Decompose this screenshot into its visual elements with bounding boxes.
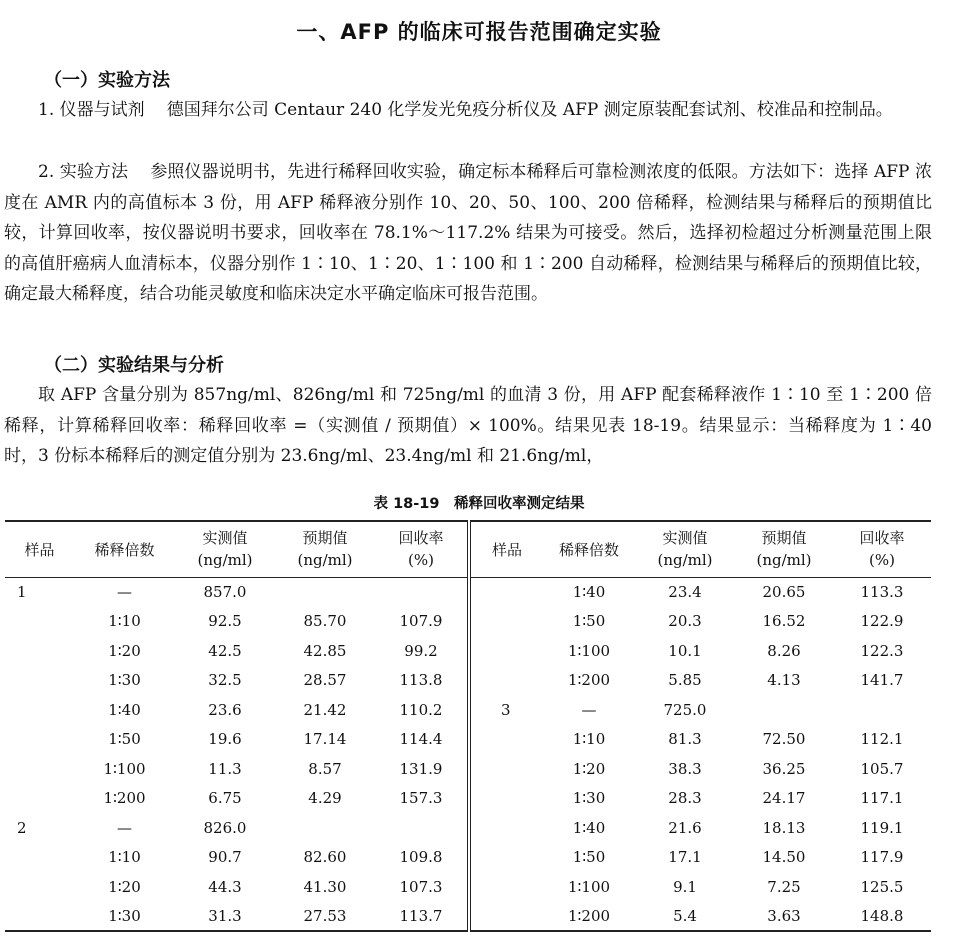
cell-sample bbox=[5, 666, 74, 696]
cell-expected bbox=[735, 695, 833, 725]
cell-recovery: 99.2 bbox=[375, 636, 469, 666]
cell-measured: 23.6 bbox=[208, 700, 242, 719]
cell-dilution: 1∶100 bbox=[103, 759, 146, 778]
cell-recovery bbox=[375, 813, 469, 843]
cell-sample bbox=[469, 636, 543, 666]
cell-recovery: 109.8 bbox=[375, 843, 469, 873]
cell-dilution: 1∶50 bbox=[108, 730, 141, 749]
paragraph-instruments bbox=[4, 95, 932, 126]
cell-sample bbox=[5, 725, 74, 755]
header-sample: 样品 bbox=[491, 540, 522, 559]
table-row bbox=[5, 666, 931, 696]
cell-expected: 21.42 bbox=[303, 700, 347, 719]
cell-measured: 28.3 bbox=[668, 789, 702, 808]
cell-sample bbox=[5, 695, 74, 725]
cell-measured: 31.3 bbox=[208, 906, 242, 925]
cell-dilution: 1∶20 bbox=[108, 641, 141, 660]
cell-sample: 1 bbox=[17, 583, 27, 601]
cell-measured: 92.5 bbox=[208, 612, 242, 631]
header-expected: 预期值 (ng/ml) bbox=[297, 529, 353, 570]
table-row bbox=[5, 872, 931, 902]
paragraph-text: 德国拜尔公司 Centaur 240 化学发光免疫分析仪及 AFP 测定原装配套试剂、校准品和控制品。 bbox=[166, 100, 893, 120]
cell-sample bbox=[469, 607, 543, 637]
table-body bbox=[5, 577, 931, 931]
cell-recovery: 107.9 bbox=[375, 607, 469, 637]
cell-dilution: 1∶100 bbox=[567, 877, 611, 896]
cell-measured: 10.1 bbox=[668, 641, 702, 660]
cell-sample bbox=[469, 872, 543, 902]
cell-dilution: — bbox=[581, 700, 597, 719]
cell-sample bbox=[469, 813, 543, 843]
cell-recovery: 105.7 bbox=[860, 759, 904, 778]
header-recovery: 回收率 (%) bbox=[859, 529, 905, 570]
cell-expected: 42.85 bbox=[303, 641, 347, 660]
cell-expected: 4.29 bbox=[308, 789, 342, 808]
cell-dilution: 1∶50 bbox=[572, 612, 606, 631]
cell-recovery: 122.3 bbox=[860, 641, 904, 660]
cell-dilution: — bbox=[117, 583, 132, 601]
cell-expected: 4.13 bbox=[767, 671, 801, 690]
cell-recovery bbox=[375, 577, 469, 607]
paragraph-label: 2. 实验方法 bbox=[38, 162, 129, 182]
cell-dilution: 1∶20 bbox=[572, 759, 606, 778]
cell-sample bbox=[5, 607, 74, 637]
cell-expected: 41.30 bbox=[303, 877, 347, 896]
cell-dilution: 1∶40 bbox=[108, 700, 141, 719]
cell-recovery: 113.8 bbox=[375, 666, 469, 696]
cell-dilution: 1∶10 bbox=[108, 848, 141, 867]
cell-sample bbox=[5, 784, 74, 814]
cell-recovery: 112.1 bbox=[860, 730, 904, 749]
cell-measured: 38.3 bbox=[668, 759, 702, 778]
cell-sample: 2 bbox=[17, 818, 27, 837]
table-row bbox=[5, 725, 931, 755]
cell-dilution: 1∶30 bbox=[108, 671, 141, 690]
cell-measured: 23.4 bbox=[668, 583, 702, 601]
header-measured: 实测值 (ng/ml) bbox=[197, 529, 253, 570]
cell-expected: 7.25 bbox=[767, 877, 801, 896]
cell-dilution: 1∶40 bbox=[572, 818, 606, 837]
cell-measured: 857.0 bbox=[203, 583, 247, 601]
cell-dilution: 1∶10 bbox=[108, 612, 141, 631]
cell-measured: 826.0 bbox=[203, 818, 247, 837]
cell-expected: 8.57 bbox=[308, 759, 342, 778]
table-row bbox=[5, 902, 931, 932]
cell-recovery: 114.4 bbox=[375, 725, 469, 755]
cell-recovery: 141.7 bbox=[860, 671, 904, 690]
cell-expected: 18.13 bbox=[762, 818, 806, 837]
cell-sample bbox=[5, 872, 74, 902]
cell-expected: 27.53 bbox=[303, 906, 347, 925]
cell-dilution: — bbox=[117, 818, 132, 837]
cell-recovery: 113.7 bbox=[375, 902, 469, 932]
cell-sample bbox=[469, 784, 543, 814]
cell-measured: 21.6 bbox=[668, 818, 702, 837]
cell-measured: 19.6 bbox=[208, 730, 242, 749]
table-row bbox=[5, 784, 931, 814]
paragraph-text: 参照仪器说明书，先进行稀释回收实验，确定标本稀释后可靠检测浓度的低限。方法如下：选择 AFP 浓度在 AMR 内的高值标本 3 份，用 AFP 稀释液分别作 10、20、50、100、200 倍稀释，检测结果与稀释后的预期值比较，计算回收率，按仪器说明书要求，回收率在 78.1%～117.2% 结果为可接受。然后，选择初检超过分析测量范围上限的高值肝癌病人血清标本，仪器分别作 1∶10、1∶20、1∶100 和 1∶200 自动稀释，检测结果与稀释后的预期值比较，确定最大稀释度，结合功能灵敏度和临床决定水平确定临床可报告范围。 bbox=[4, 162, 932, 305]
table-row bbox=[5, 695, 931, 725]
cell-measured: 5.4 bbox=[673, 906, 697, 925]
cell-sample bbox=[469, 843, 543, 873]
cell-expected: 28.57 bbox=[303, 671, 347, 690]
cell-dilution: 1∶30 bbox=[572, 789, 606, 808]
cell-sample: 3 bbox=[501, 700, 511, 719]
cell-recovery: 107.3 bbox=[375, 872, 469, 902]
cell-recovery: 131.9 bbox=[375, 754, 469, 784]
header-expected: 预期值 (ng/ml) bbox=[756, 529, 812, 570]
cell-measured: 17.1 bbox=[668, 848, 702, 867]
cell-measured: 81.3 bbox=[668, 730, 702, 749]
cell-measured: 725.0 bbox=[663, 700, 707, 719]
cell-expected: 85.70 bbox=[303, 612, 347, 631]
header-measured: 实测值 (ng/ml) bbox=[657, 529, 713, 570]
cell-expected: 8.26 bbox=[767, 641, 801, 660]
cell-recovery: 148.8 bbox=[860, 906, 904, 925]
cell-sample bbox=[469, 666, 543, 696]
paragraph-method bbox=[4, 157, 932, 310]
cell-dilution: 1∶200 bbox=[103, 789, 146, 808]
cell-recovery: 117.9 bbox=[860, 848, 904, 867]
cell-expected: 14.50 bbox=[762, 848, 806, 867]
cell-sample bbox=[5, 902, 74, 932]
cell-recovery: 113.3 bbox=[860, 583, 904, 601]
cell-measured: 5.85 bbox=[668, 671, 702, 690]
section-heading-methods: （一）实验方法 bbox=[44, 70, 170, 91]
cell-measured: 90.7 bbox=[208, 848, 242, 867]
cell-expected bbox=[275, 813, 375, 843]
header-sample: 样品 bbox=[24, 540, 55, 559]
cell-measured: 20.3 bbox=[668, 612, 702, 631]
table-row bbox=[5, 577, 931, 607]
cell-expected: 3.63 bbox=[767, 906, 801, 925]
cell-dilution: 1∶200 bbox=[567, 906, 611, 925]
cell-expected: 24.17 bbox=[762, 789, 806, 808]
cell-dilution: 1∶40 bbox=[572, 583, 606, 601]
paragraph-label: 1. 仪器与试剂 bbox=[38, 100, 145, 120]
page-title: 一、AFP 的临床可报告范围确定实验 bbox=[296, 20, 662, 44]
cell-sample bbox=[469, 577, 543, 607]
cell-measured: 44.3 bbox=[208, 877, 242, 896]
cell-recovery bbox=[833, 695, 931, 725]
cell-expected: 16.52 bbox=[762, 612, 806, 631]
header-dilution: 稀释倍数 bbox=[94, 540, 155, 559]
cell-measured: 11.3 bbox=[208, 759, 242, 778]
paragraph-results: 取 AFP 含量分别为 857ng/ml、826ng/ml 和 725ng/ml 的血清 3 份，用 AFP 配套稀释液作 1∶10 至 1∶200 倍稀释，计算稀释回收率：稀释回收率 =（实测值 / 预期值）× 100%。结果见表 18-19。结果显示：当稀释度为 1∶40 时，3 份标本稀释后的测定值分别为 23.6ng/ml、23.4ng/ml 和 21.6ng/ml， bbox=[4, 385, 932, 467]
cell-dilution: 1∶200 bbox=[567, 671, 611, 690]
table-header bbox=[5, 521, 931, 577]
cell-dilution: 1∶20 bbox=[108, 877, 141, 896]
cell-expected: 72.50 bbox=[762, 730, 806, 749]
cell-expected: 82.60 bbox=[303, 848, 347, 867]
cell-dilution: 1∶30 bbox=[108, 906, 141, 925]
cell-sample bbox=[469, 754, 543, 784]
cell-dilution: 1∶100 bbox=[567, 641, 611, 660]
cell-sample bbox=[5, 636, 74, 666]
cell-dilution: 1∶50 bbox=[572, 848, 606, 867]
table-row bbox=[5, 754, 931, 784]
table-row bbox=[5, 607, 931, 637]
cell-recovery: 157.3 bbox=[375, 784, 469, 814]
cell-sample bbox=[5, 843, 74, 873]
cell-recovery: 110.2 bbox=[375, 695, 469, 725]
cell-measured: 42.5 bbox=[208, 641, 242, 660]
cell-sample bbox=[5, 754, 74, 784]
cell-recovery: 119.1 bbox=[860, 818, 904, 837]
header-recovery: 回收率 (%) bbox=[375, 521, 469, 577]
cell-measured: 9.1 bbox=[673, 877, 697, 896]
table-row bbox=[5, 636, 931, 666]
cell-recovery: 117.1 bbox=[860, 789, 904, 808]
cell-expected: 17.14 bbox=[303, 730, 347, 749]
cell-recovery: 125.5 bbox=[860, 877, 904, 896]
cell-dilution: 1∶10 bbox=[572, 730, 606, 749]
cell-recovery: 122.9 bbox=[860, 612, 904, 631]
section-heading-results: （二）实验结果与分析 bbox=[44, 355, 224, 376]
cell-expected: 20.65 bbox=[762, 583, 806, 601]
cell-measured: 6.75 bbox=[208, 789, 242, 808]
table-row bbox=[5, 813, 931, 843]
dilution-recovery-table bbox=[5, 520, 931, 932]
table-row bbox=[5, 843, 931, 873]
cell-expected: 36.25 bbox=[762, 759, 806, 778]
cell-sample bbox=[469, 902, 543, 932]
cell-expected bbox=[275, 577, 375, 607]
cell-sample bbox=[469, 725, 543, 755]
table-caption: 表 18-19 稀释回收率测定结果 bbox=[373, 496, 585, 512]
header-dilution: 稀释倍数 bbox=[558, 540, 619, 559]
cell-measured: 32.5 bbox=[208, 671, 242, 690]
